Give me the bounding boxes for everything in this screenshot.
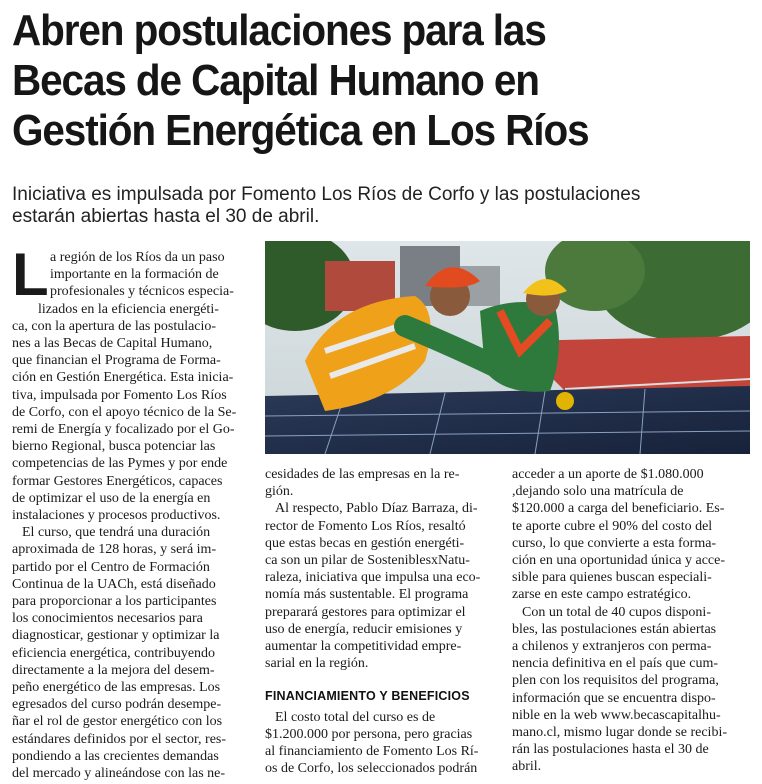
text-line: que estas becas en gestión energéti- — [265, 535, 465, 551]
subheadline — [12, 184, 752, 228]
text-line: $1.200.000 por persona, pero gracias — [265, 726, 473, 742]
text-line: curso, lo que convierte a esta forma- — [512, 535, 717, 551]
text-line: Con un total de 40 cupos disponi- — [522, 604, 711, 620]
text-line: al financiamiento de Fomento Los Rí- — [265, 744, 479, 760]
text-line: profesionales y técnicos especia- — [50, 284, 234, 300]
text-line: para proporcionar a los participantes — [12, 594, 217, 610]
text-line: zarse en este campo estratégico. — [512, 587, 692, 603]
drop-cap: L — [12, 241, 49, 308]
text-line: ción en una oportunidad única y acce- — [512, 553, 726, 569]
text-line: acceder a un aporte de $1.080.000 — [512, 467, 704, 482]
text-line: ca, con la apertura de las postulacio- — [12, 318, 217, 334]
text-line: de Corfo, con el apoyo técnico de la Se- — [12, 404, 237, 420]
article-column-3 — [512, 466, 750, 776]
text-line: ,dejando solo una matrícula de — [512, 484, 684, 500]
text-line: del mercado y alineándose con las ne- — [12, 766, 226, 782]
text-line: egresados del curso podrán desempe- — [12, 697, 222, 713]
text-line: te aporte cubre el 90% del costo del — [512, 518, 713, 534]
text-line: tiva, impulsada por Fomento Los Ríos — [12, 387, 227, 403]
text-line: eficiencia energética, contribuyendo — [12, 645, 216, 661]
subheadline-line: Iniciativa es impulsada por Fomento Los Ríos de Corfo y las postulaciones — [12, 184, 641, 205]
text-line: nible en la web www.becascapitalhu- — [512, 707, 721, 723]
text-line: nencia definitiva en el país que cum- — [512, 656, 719, 672]
text-line: importante en la formación de — [50, 267, 219, 283]
text-line: ñar el rol de gestor energético con los — [12, 714, 223, 730]
text-line: El curso, que tendrá una duración — [22, 525, 211, 541]
text-line: sarial en la región. — [265, 656, 369, 672]
headline-line: Gestión Energética en Los Ríos — [12, 106, 589, 155]
text-line: remi de Energía y focalizado por el Go- — [12, 422, 235, 438]
text-line: pondiendo a las crecientes demandas — [12, 748, 219, 764]
text-line: sible para quienes buscan especiali- — [512, 570, 712, 586]
section-heading: FINANCIAMIENTO Y BENEFICIOS — [265, 689, 470, 704]
text-line: aumentar la competitividad empre- — [265, 639, 462, 655]
text-line: a chilenos y extranjeros con perma- — [512, 639, 712, 655]
text-line: diagnosticar, gestionar y optimizar la — [12, 628, 220, 644]
text-line: que financian el Programa de Forma- — [12, 353, 221, 369]
text-line: los conocimientos necesarios para — [12, 611, 203, 627]
text-line: bles, las postulaciones están abiertas — [512, 621, 717, 637]
text-line: raleza, iniciativa que impulsa una eco- — [265, 570, 481, 586]
text-line: $120.000 a carga del beneficiario. Es- — [512, 501, 725, 517]
text-line: uso de energía, reducir emisiones y — [265, 621, 463, 637]
article-column-2 — [265, 466, 497, 777]
text-line: competencias de las Pymes y por ende — [12, 456, 228, 472]
text-line: os de Corfo, los seleccionados podrán — [265, 761, 478, 777]
headline — [12, 6, 693, 156]
text-line: ción en Gestión Energética. Esta inicia- — [12, 370, 234, 386]
article-column-1 — [12, 241, 252, 782]
text-line: bierno Regional, busca potenciar las — [12, 439, 216, 455]
text-line: mano.cl, mismo lugar donde se recibi- — [512, 725, 727, 741]
text-line: a región de los Ríos da un paso — [50, 250, 225, 265]
article-photo — [265, 241, 750, 454]
text-line: rán las postulaciones hasta el 30 de — [512, 742, 709, 758]
text-line: información que se encuentra dispo- — [512, 690, 716, 706]
text-line: Continua de la UACh, está diseñado — [12, 576, 216, 592]
text-line: aproximada de 128 horas, y será im- — [12, 542, 217, 558]
text-line: abril. — [512, 759, 542, 775]
text-line: directamente a la mejora del desem- — [12, 662, 215, 678]
text-line: gión. — [265, 484, 294, 500]
text-line: Al respecto, Pablo Díaz Barraza, di- — [275, 501, 478, 517]
text-line: instalaciones y procesos productivos. — [12, 508, 221, 524]
text-line: estándares definidos por el sector, res- — [12, 731, 227, 747]
text-line: preparará gestores para optimizar el — [265, 604, 466, 620]
text-line: ca son un pilar de SosteniblesxNatu- — [265, 553, 470, 569]
text-line: peño energético de las empresas. Los — [12, 680, 221, 696]
solar-workers-photo — [265, 241, 750, 454]
text-line: lizados en la eficiencia energéti- — [38, 301, 219, 317]
text-line: rector de Fomento Los Ríos, resaltó — [265, 518, 466, 534]
text-line: de optimizar el uso de la energía en — [12, 490, 211, 506]
subheadline-line: estarán abiertas hasta el 30 de abril. — [12, 206, 320, 227]
headline-line: Becas de Capital Humano en — [12, 56, 539, 105]
text-line: cesidades de las empresas en la re- — [265, 467, 460, 482]
text-line: nes a las Becas de Capital Humano, — [12, 336, 213, 352]
text-line: plen con los requisitos del programa, — [512, 673, 719, 689]
text-line: nomía más sustentable. El programa — [265, 587, 469, 603]
headline-line: Abren postulaciones para las — [12, 6, 546, 55]
text-line: El costo total del curso es de — [275, 709, 436, 725]
text-line: partido por el Centro de Formación — [12, 559, 210, 575]
text-line: formar Gestores Energéticos, capaces — [12, 473, 223, 489]
